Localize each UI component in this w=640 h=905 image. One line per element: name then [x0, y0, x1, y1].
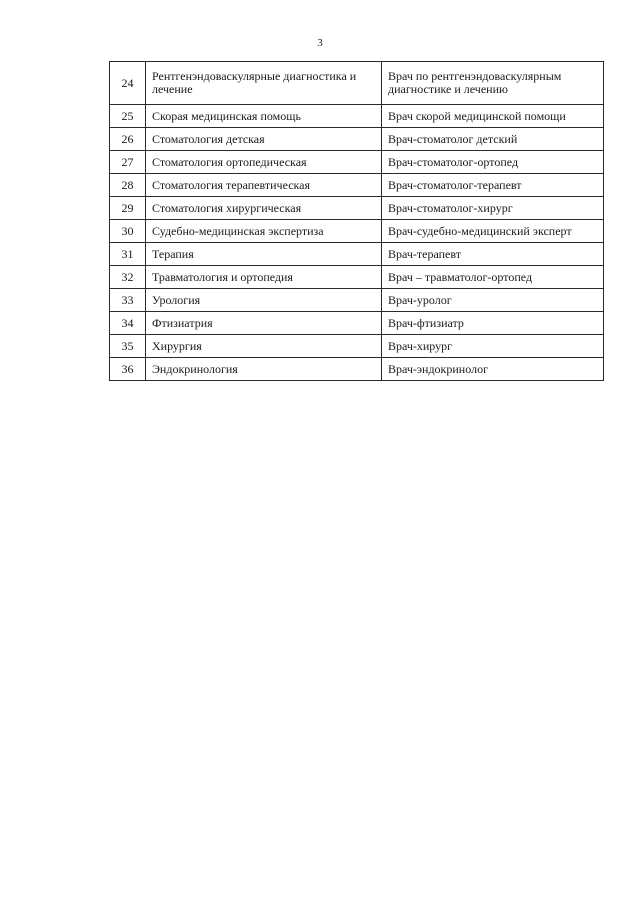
- table-row: [110, 128, 604, 151]
- specialty-name: Хирургия: [146, 335, 382, 358]
- specialty-table-body: [110, 62, 604, 381]
- specialty-name: Эндокринология: [146, 358, 382, 381]
- doctor-position: Врач-стоматолог-терапевт: [382, 174, 604, 197]
- doctor-position: Врач-судебно-медицинский эксперт: [382, 220, 604, 243]
- row-number: 36: [110, 358, 146, 381]
- row-number: 34: [110, 312, 146, 335]
- specialty-table: [109, 61, 604, 381]
- row-number: 35: [110, 335, 146, 358]
- doctor-position: Врач-уролог: [382, 289, 604, 312]
- doctor-position: Врач-стоматолог-ортопед: [382, 151, 604, 174]
- doctor-position: Врач скорой медицинской помощи: [382, 105, 604, 128]
- specialty-name: Терапия: [146, 243, 382, 266]
- table-row: [110, 243, 604, 266]
- table-row: [110, 105, 604, 128]
- table-row: [110, 358, 604, 381]
- specialty-name: Рентгенэндоваскулярные диагностика и лечение: [146, 62, 382, 105]
- doctor-position: Врач-стоматолог-хирург: [382, 197, 604, 220]
- doctor-position: Врач по рентгенэндоваскулярным диагностике и лечению: [382, 62, 604, 105]
- specialty-name: Урология: [146, 289, 382, 312]
- doctor-position: Врач-фтизиатр: [382, 312, 604, 335]
- specialty-name: Травматология и ортопедия: [146, 266, 382, 289]
- table-row: [110, 62, 604, 105]
- row-number: 30: [110, 220, 146, 243]
- row-number: 25: [110, 105, 146, 128]
- table-row: [110, 220, 604, 243]
- row-number: 31: [110, 243, 146, 266]
- doctor-position: Врач-стоматолог детский: [382, 128, 604, 151]
- specialty-name: Скорая медицинская помощь: [146, 105, 382, 128]
- row-number: 24: [110, 62, 146, 105]
- specialty-name: Стоматология хирургическая: [146, 197, 382, 220]
- page-number: 3: [317, 37, 323, 49]
- specialty-name: Стоматология терапевтическая: [146, 174, 382, 197]
- table-row: [110, 335, 604, 358]
- table-row: [110, 174, 604, 197]
- doctor-position: Врач-эндокринолог: [382, 358, 604, 381]
- row-number: 28: [110, 174, 146, 197]
- specialty-name: Судебно-медицинская экспертиза: [146, 220, 382, 243]
- table-row: [110, 197, 604, 220]
- row-number: 33: [110, 289, 146, 312]
- doctor-position: Врач-терапевт: [382, 243, 604, 266]
- row-number: 26: [110, 128, 146, 151]
- specialty-name: Стоматология ортопедическая: [146, 151, 382, 174]
- table-row: [110, 151, 604, 174]
- table-row: [110, 289, 604, 312]
- table-row: [110, 266, 604, 289]
- row-number: 27: [110, 151, 146, 174]
- table-row: [110, 312, 604, 335]
- row-number: 32: [110, 266, 146, 289]
- doctor-position: Врач-хирург: [382, 335, 604, 358]
- specialty-name: Фтизиатрия: [146, 312, 382, 335]
- specialty-name: Стоматология детская: [146, 128, 382, 151]
- doctor-position: Врач – травматолог-ортопед: [382, 266, 604, 289]
- row-number: 29: [110, 197, 146, 220]
